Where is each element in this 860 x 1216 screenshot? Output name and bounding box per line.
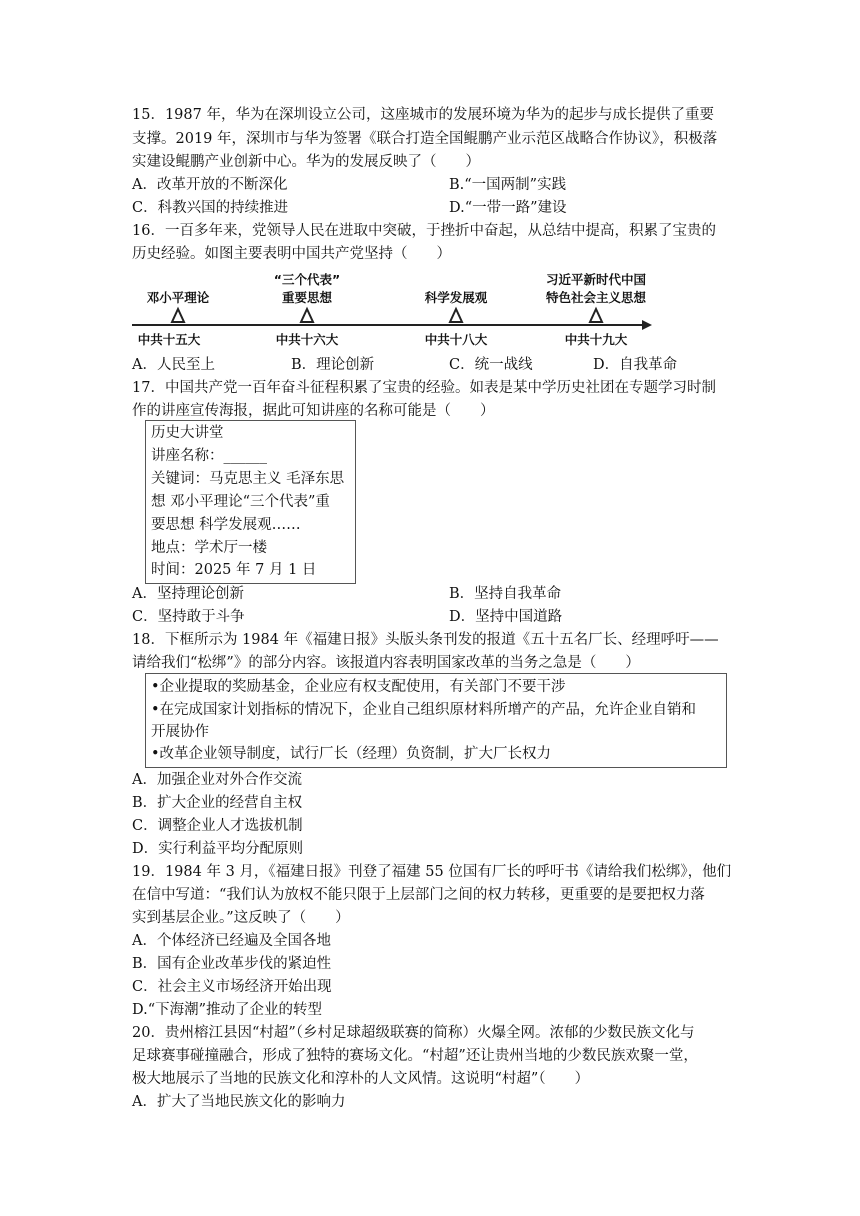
option-c[interactable]: C．社会主义市场经济开始出现 bbox=[132, 979, 332, 995]
timeline-marker bbox=[172, 309, 602, 322]
question-text: 16．一百多年来，党领导人民在进取中突破，于挫折中奋起，从总结中提高，积累了宝贵的 bbox=[132, 223, 716, 239]
report-excerpt-box bbox=[145, 673, 727, 768]
question-text: 足球赛事碰撞融合，形成了独特的赛场文化。“村超”还让贵州当地的少数民族欢聚一堂， bbox=[132, 1048, 698, 1064]
option-c[interactable]: C．调整企业人才选拔机制 bbox=[132, 818, 303, 834]
question-text: 18．下框所示为 1984 年《福建日报》头版头条刊发的报道《五十五名厂长、经理呼吁—— bbox=[132, 632, 719, 648]
option-d[interactable]: D.“一带一路”建设 bbox=[449, 200, 567, 216]
option-d[interactable]: D．自我革命 bbox=[593, 357, 678, 373]
option-c[interactable]: C．科教兴国的持续推进 bbox=[132, 200, 289, 216]
timeline-top-label: “三个代表” bbox=[273, 272, 341, 287]
question-text: 20．贵州榕江县因“村超”（乡村足球超级联赛的简称）火爆全网。浓郁的少数民族文化与 bbox=[132, 1025, 695, 1041]
question-text: 支撑。2019 年，深圳市与华为签署《联合打造全国鲲鹏产业示范区战略合作协议》，积极落 bbox=[132, 131, 718, 147]
question-text: 作的讲座宣传海报，据此可知讲座的名称可能是（ ） bbox=[132, 403, 495, 419]
option-a[interactable]: A．坚持理论创新 bbox=[132, 586, 244, 602]
poster-line: 时间：2025 年 7 月 1 日 bbox=[151, 562, 317, 578]
option-b[interactable]: B．国有企业改革步伐的紧迫性 bbox=[132, 956, 332, 972]
poster-line: 历史大讲堂 bbox=[151, 425, 224, 441]
excerpt-line: 开展协作 bbox=[151, 724, 209, 740]
option-b[interactable]: B．理论创新 bbox=[291, 357, 375, 373]
option-d[interactable]: D.“下海潮”推动了企业的转型 bbox=[132, 1002, 323, 1018]
poster-line: 地点：学术厅一楼 bbox=[151, 540, 267, 556]
question-text: 极大地展示了当地的民族文化和淳朴的人文风情。这说明“村超”（ ） bbox=[132, 1071, 590, 1087]
option-d[interactable]: D．实行利益平均分配原则 bbox=[132, 841, 304, 857]
timeline-figure bbox=[130, 266, 655, 346]
poster-line: 想 邓小平理论“三个代表”重 bbox=[151, 494, 330, 510]
timeline-bottom-label: 中共十九大 bbox=[564, 332, 628, 347]
question-text: 请给我们“松绑”》的部分内容。该报道内容表明国家改革的当务之急是（ ） bbox=[132, 655, 640, 671]
timeline-top-label: 特色社会主义思想 bbox=[545, 290, 646, 305]
option-b[interactable]: B．扩大企业的经营自主权 bbox=[132, 795, 303, 811]
question-text: 实到基层企业。”这反映了（ ） bbox=[132, 910, 350, 926]
excerpt-line: •在完成国家计划指标的情况下，企业自己组织原材料所增产的产品，允许企业自销和 bbox=[151, 702, 697, 718]
option-c[interactable]: C．统一战线 bbox=[449, 357, 533, 373]
option-a[interactable]: A．个体经济已经遍及全国各地 bbox=[132, 933, 331, 949]
question-text: 15．1987 年，华为在深圳设立公司，这座城市的发展环境为华为的起步与成长提供了重要 bbox=[132, 107, 714, 123]
lecture-poster bbox=[145, 420, 356, 584]
question-text: 17．中国共产党一百年奋斗征程积累了宝贵的经验。如表是某中学历史社团在专题学习时制 bbox=[132, 380, 716, 396]
poster-line: 讲座名称：______ bbox=[151, 448, 267, 464]
option-b[interactable]: B．坚持自我革命 bbox=[449, 586, 562, 602]
poster-line: 关键词：马克思主义 毛泽东思 bbox=[151, 471, 345, 487]
option-b[interactable]: B.“一国两制”实践 bbox=[449, 177, 567, 193]
timeline-bottom-label: 中共十八大 bbox=[424, 332, 488, 347]
timeline-bottom-label: 中共十五大 bbox=[137, 332, 201, 347]
option-d[interactable]: D．坚持中国道路 bbox=[449, 609, 563, 625]
poster-line: 要思想 科学发展观…… bbox=[151, 517, 301, 533]
option-a[interactable]: A．扩大了当地民族文化的影响力 bbox=[132, 1094, 346, 1110]
timeline-bottom-label: 中共十六大 bbox=[275, 332, 339, 347]
option-a[interactable]: A．改革开放的不断深化 bbox=[132, 177, 288, 193]
timeline-top-label: 重要思想 bbox=[281, 290, 332, 305]
excerpt-line: •企业提取的奖励基金，企业应有权支配使用，有关部门不要干涉 bbox=[151, 679, 566, 695]
question-text: 在信中写道：“我们认为放权不能只限于上层部门之间的权力转移，更重要的是要把权力落 bbox=[132, 887, 705, 903]
question-text: 19．1984 年 3 月，《福建日报》刊登了福建 55 位国有厂长的呼吁书《请给我们松绑》，他们 bbox=[132, 864, 732, 880]
timeline-top-label: 邓小平理论 bbox=[146, 290, 210, 305]
question-text: 实建设鲲鹏产业创新中心。华为的发展反映了（ ） bbox=[132, 154, 480, 170]
question-text: 历史经验。如图主要表明中国共产党坚持（ ） bbox=[132, 246, 451, 262]
option-a[interactable]: A．人民至上 bbox=[132, 357, 215, 373]
option-a[interactable]: A．加强企业对外合作交流 bbox=[132, 772, 302, 788]
timeline-top-label: 习近平新时代中国 bbox=[545, 272, 646, 287]
option-c[interactable]: C．坚持敢于斗争 bbox=[132, 609, 245, 625]
timeline-top-label: 科学发展观 bbox=[424, 290, 488, 305]
excerpt-line: •改革企业领导制度，试行厂长（经理）负资制，扩大厂长权力 bbox=[151, 746, 552, 762]
